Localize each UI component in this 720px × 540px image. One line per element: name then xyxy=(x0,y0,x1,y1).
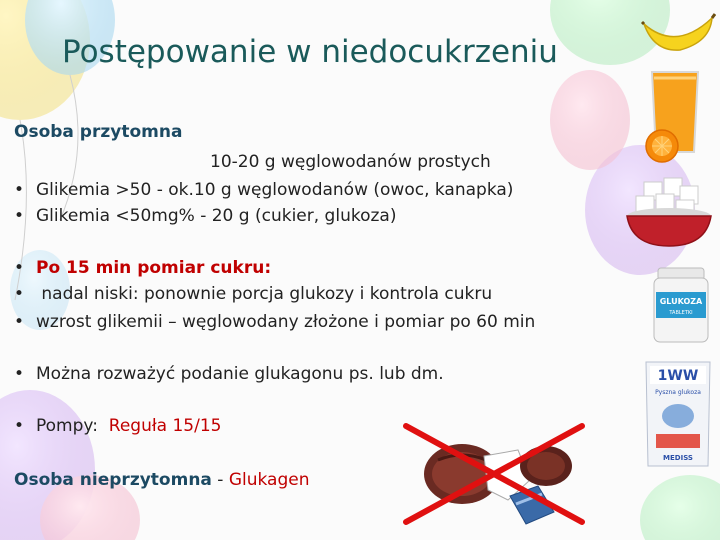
glucose-jar-sub: TABLETKI xyxy=(669,310,693,316)
conscious-heading: Osoba przytomna xyxy=(14,122,183,142)
conscious-dose: 10-20 g węglowodanów prostych xyxy=(210,152,491,172)
unconscious-treatment: Glukagen xyxy=(228,470,310,490)
unconscious-line: Osoba nieprzytomna - Glukagen xyxy=(14,470,310,490)
unconscious-heading: Osoba nieprzytomna xyxy=(14,470,212,490)
glucose-bag-icon xyxy=(642,358,714,470)
followup-heading: Po 15 min pomiar cukru: xyxy=(36,258,272,278)
list-item: • Glikemia <50mg% - 20 g (cukier, glukoza) xyxy=(14,206,397,226)
crossed-out-chocolate-icon xyxy=(398,420,590,528)
sugar-bag-sub: Pyszna glukoza xyxy=(655,389,701,396)
sugar-bag-label: 1WW xyxy=(657,368,699,384)
glucagon-note: Można rozważyć podanie glukagonu ps. lub dm. xyxy=(36,364,444,384)
list-item: • Glikemia >50 - ok.10 g węglowodanów (owoc, kanapka) xyxy=(14,180,514,200)
pumps-rule: Reguła 15/15 xyxy=(108,416,222,436)
pumps-label: Pompy: xyxy=(36,416,98,436)
glucose-jar-label: GLUKOZA xyxy=(659,297,703,306)
glucose-jar-icon xyxy=(650,266,712,344)
sugar-bag-brand: MEDISS xyxy=(663,454,693,462)
list-item: • wzrost glikemii – węglowodany złożone i pomiar po 60 min xyxy=(14,312,536,332)
list-item: • Pompy: Reguła 15/15 xyxy=(14,416,222,436)
orange-juice-icon xyxy=(640,68,710,164)
page-title: Postępowanie w niedocukrzeniu xyxy=(62,34,558,70)
list-item: • Można rozważyć podanie glukagonu ps. lub dm. xyxy=(14,364,444,384)
sugar-bowl-icon xyxy=(624,176,714,248)
banana-icon xyxy=(640,12,716,56)
list-item: • Po 15 min pomiar cukru: xyxy=(14,258,272,278)
list-item: • nadal niski: ponownie porcja glukozy i kontrola cukru xyxy=(14,284,493,304)
